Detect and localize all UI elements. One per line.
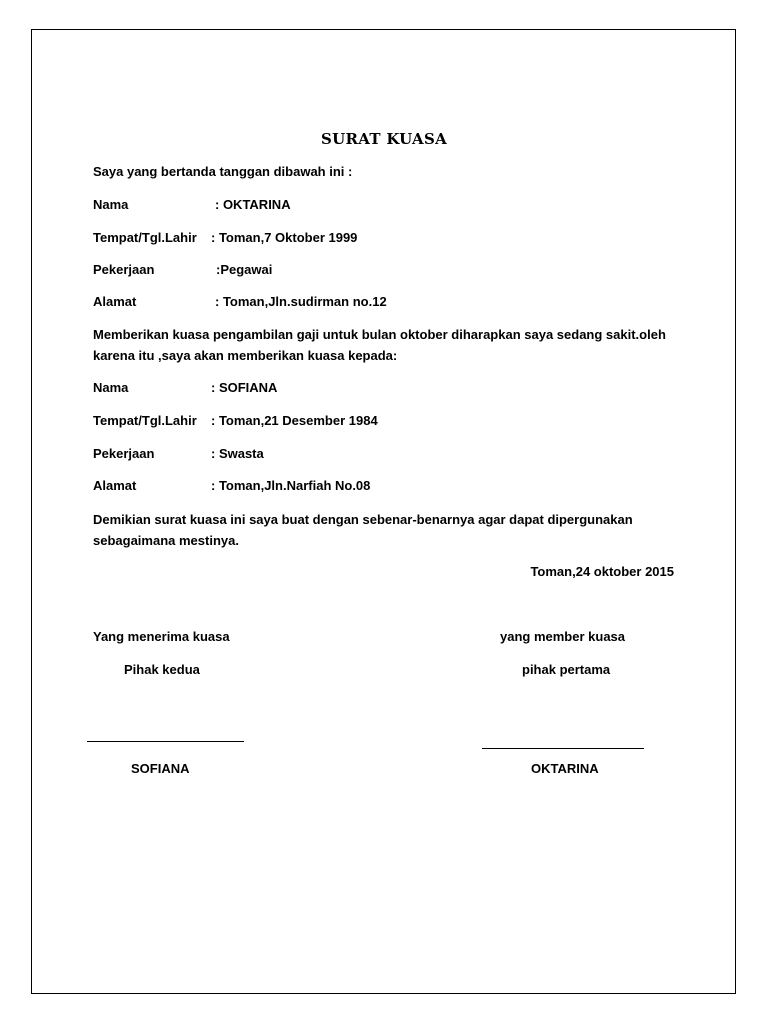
pemberi-nama-label: Nama (93, 197, 129, 212)
penerima-nama-value: : SOFIANA (211, 380, 278, 395)
pemberi-alamat-label: Alamat (93, 294, 137, 309)
left-sign-party: Pihak kedua (124, 662, 200, 677)
right-signature-line (482, 748, 644, 749)
penerima-pekerjaan-value: : Swasta (211, 446, 264, 461)
left-sign-role: Yang menerima kuasa (93, 629, 230, 644)
pemberi-pekerjaan-label: Pekerjaan (93, 262, 155, 277)
paragraph-kuasa: Memberikan kuasa pengambilan gaji untuk bulan oktober diharapkan saya sedang sakit.oleh karena itu ,saya akan memberikan kuasa kepada: (93, 327, 666, 363)
penerima-nama-label: Nama (93, 380, 129, 395)
penerima-pekerjaan-label: Pekerjaan (93, 446, 155, 461)
right-sign-name: OKTARINA (531, 761, 599, 776)
penerima-ttl-label: Tempat/Tgl.Lahir (93, 413, 197, 428)
pemberi-ttl-label: Tempat/Tgl.Lahir (93, 230, 197, 245)
penerima-ttl-value: : Toman,21 Desember 1984 (211, 413, 378, 428)
paragraph-penutup: Demikian surat kuasa ini saya buat dengan sebenar-benarnya agar dapat dipergunakan sebagaimana mestinya. (93, 512, 633, 548)
penerima-alamat-value: : Toman,Jln.Narfiah No.08 (211, 478, 371, 493)
pemberi-alamat-value: : Toman,Jln.sudirman no.12 (215, 294, 387, 309)
intro-text: Saya yang bertanda tanggan dibawah ini : (93, 164, 353, 179)
left-sign-name: SOFIANA (131, 761, 190, 776)
place-date: Toman,24 oktober 2015 (530, 564, 674, 579)
right-sign-party: pihak pertama (522, 662, 611, 677)
left-signature-line (87, 741, 244, 742)
document-title: SURAT KUASA (320, 130, 448, 148)
pemberi-pekerjaan-value: :Pegawai (216, 262, 273, 277)
pemberi-nama-value: : OKTARINA (215, 197, 291, 212)
penerima-alamat-label: Alamat (93, 478, 137, 493)
pemberi-ttl-value: : Toman,7 Oktober 1999 (211, 230, 358, 245)
right-sign-role: yang member kuasa (500, 629, 626, 644)
